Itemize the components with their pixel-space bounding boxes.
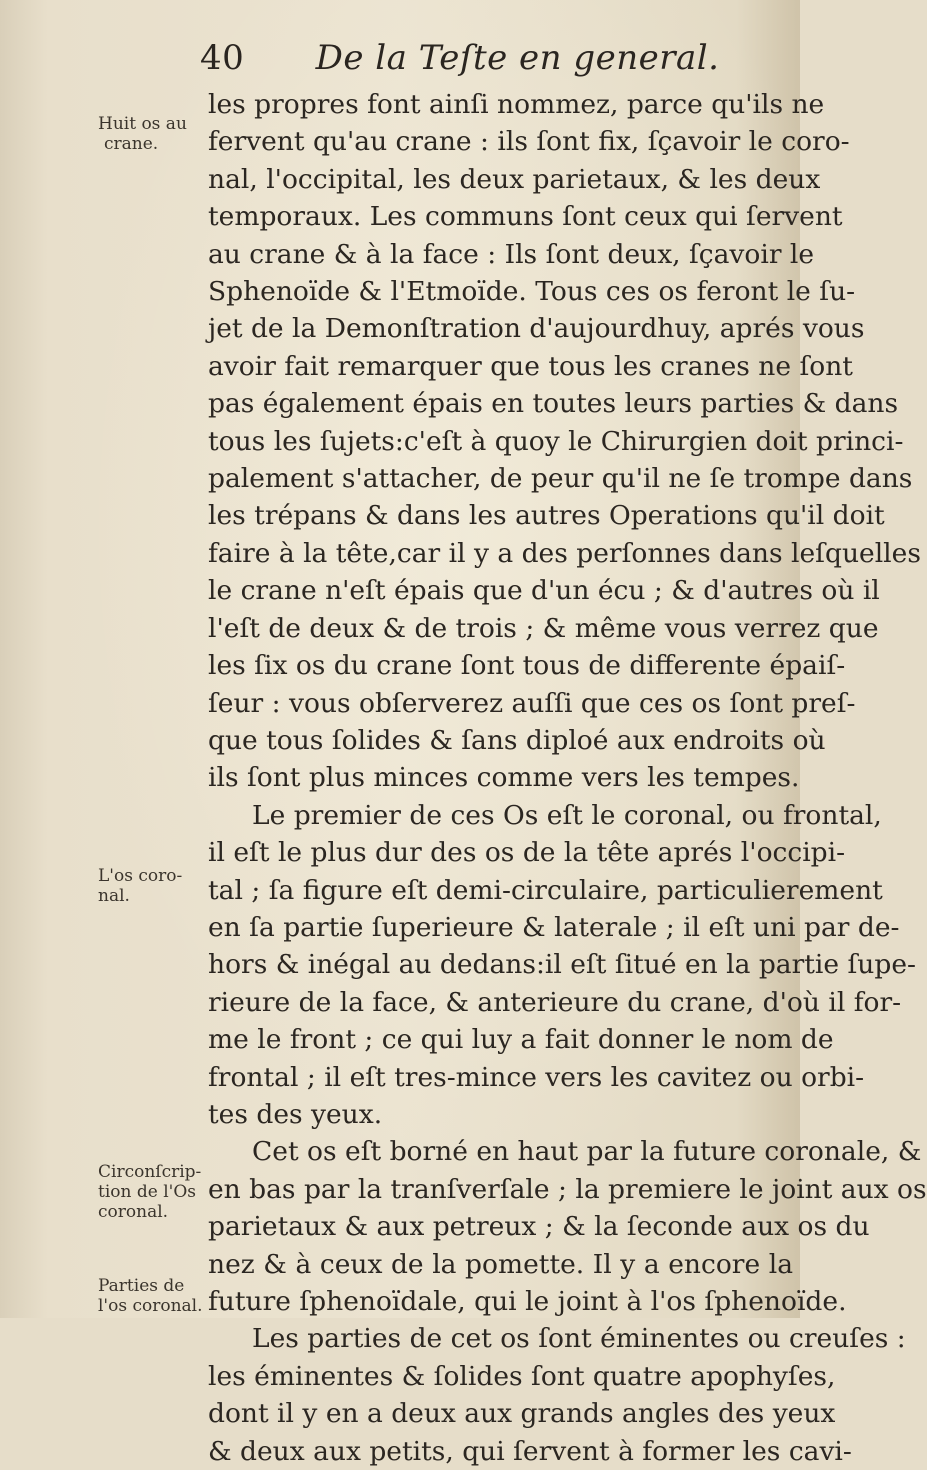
text-line: il eſt le plus dur des os de la tête aprés l'occipi- — [208, 837, 846, 869]
text-line: future ſphenoïdale, qui le joint à l'os ſphenoïde. — [208, 1286, 847, 1317]
text-line: ſeur : vous obſerverez auſſi que ces os ſont preſ- — [208, 687, 856, 719]
margin-note-line: L'os coro- — [98, 866, 183, 886]
text-line: fervent qu'au crane : ils ſont fix, ſçavoir le coro- — [208, 126, 850, 158]
text-line: que tous ſolides & ſans diploé aux endroits où — [208, 724, 826, 756]
margin-note-line: Circonſcrip- — [98, 1162, 202, 1182]
margin-note-line: tion de l'Os — [98, 1182, 196, 1202]
text-line: faire à la tête,car il y a des perſonnes dans leſquelles — [208, 537, 921, 569]
text-line: Les parties de cet os ſont éminentes ou creuſes : — [252, 1323, 906, 1355]
text-line: ils ſont plus minces comme vers les tempes. — [208, 762, 800, 794]
text-line: me le front ; ce qui luy a fait donner le nom de — [208, 1024, 834, 1056]
text-line: Cet os eſt borné en haut par la future coronale, & — [252, 1136, 922, 1168]
text-line: l'eſt de deux & de trois ; & même vous verrez que — [208, 612, 879, 644]
margin-note-circonscription — [98, 1162, 208, 1222]
page-header — [200, 38, 760, 78]
text-line: nez & à ceux de la pomette. Il y a encore la — [208, 1248, 793, 1280]
text-line: temporaux. Les communs ſont ceux qui ſervent — [208, 201, 843, 233]
text-line: en ſa partie ſuperieure & laterale ; il eſt uni par de- — [208, 911, 900, 943]
text-line: & deux aux petits, qui ſervent à former les cavi- — [208, 1435, 852, 1467]
text-line: les éminentes & ſolides ſont quatre apophyſes, — [208, 1360, 836, 1392]
margin-note-line: l'os coronal. — [98, 1296, 203, 1316]
text-line: les propres font ainſi nommez, parce qu'ils ne — [208, 89, 825, 120]
text-line: rieure de la face, & anterieure du crane, d'où il for- — [208, 986, 902, 1018]
body-text — [208, 86, 927, 1470]
text-line: les ſix os du crane ſont tous de differente épaiſ- — [208, 650, 846, 682]
text-line: jet de la Demonſtration d'aujourdhuy, aprés vous — [208, 313, 865, 345]
text-line: au crane & à la face : Ils ſont deux, ſçavoir le — [208, 238, 815, 270]
margin-note-line: Parties de — [98, 1276, 185, 1296]
margin-note-line: Huit os au — [98, 114, 187, 134]
text-line: le crane n'eſt épais que d'un écu ; & d'autres où il — [208, 575, 880, 607]
text-line: les trépans & dans les autres Operations qu'il doit — [208, 500, 885, 532]
text-line: pas également épais en toutes leurs parties & dans — [208, 388, 899, 420]
text-line: avoir fait remarquer que tous les cranes ne ſont — [208, 350, 853, 382]
text-line: hors & inégal au dedans:il eſt ſitué en la partie ſupe- — [208, 949, 916, 981]
text-line: tous les ſujets:c'eſt à quoy le Chirurgien doit princi- — [208, 425, 904, 457]
running-title: De la Teſte en general. — [315, 38, 720, 78]
text-line: Sphenoïde & l'Etmoïde. Tous ces os feront le ſu- — [208, 276, 856, 308]
margin-note-line: nal. — [98, 886, 130, 906]
text-line: en bas par la tranſverſale ; la premiere le joint aux os — [208, 1173, 927, 1205]
margin-note-huit-os — [98, 114, 208, 154]
text-line: dont il y en a deux aux grands angles des yeux — [208, 1398, 836, 1430]
text-line: nal, l'occipital, les deux parietaux, & les deux — [208, 163, 821, 195]
margin-note-parties — [98, 1276, 208, 1316]
margin-note-line: crane. — [104, 134, 159, 154]
text-line: tal ; ſa figure eſt demi-circulaire, particulierement — [208, 874, 883, 906]
text-line: parietaux & aux petreux ; & la ſeconde aux os du — [208, 1211, 870, 1243]
margin-note-os-coronal — [98, 866, 208, 906]
text-line: Le premier de ces Os eſt le coronal, ou frontal, — [252, 799, 882, 831]
margin-note-line: coronal. — [98, 1202, 169, 1222]
text-line: palement s'attacher, de peur qu'il ne ſe trompe dans — [208, 463, 913, 495]
text-line: frontal ; il eſt tres-mince vers les cavitez ou orbi- — [208, 1061, 865, 1093]
text-line: tes des yeux. — [208, 1098, 383, 1130]
page-number: 40 — [200, 38, 245, 78]
